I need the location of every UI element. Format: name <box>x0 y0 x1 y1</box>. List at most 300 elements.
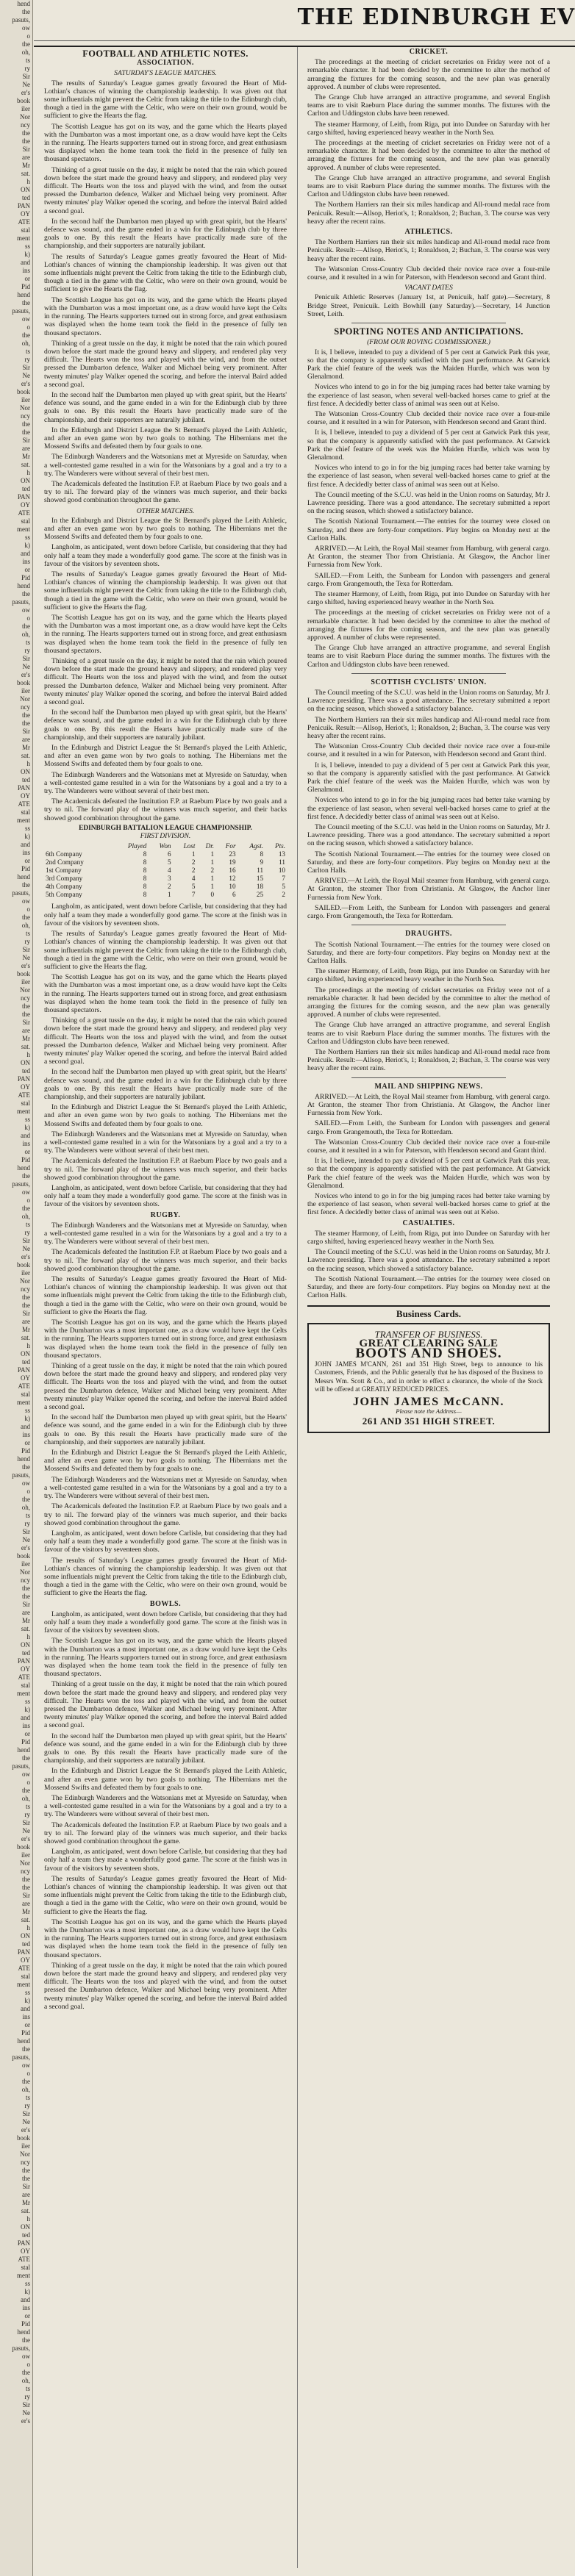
fragment-line: Pid <box>21 574 30 581</box>
section-title-athletics: ATHLETICS. <box>404 228 453 237</box>
fragment-line: ted <box>22 776 30 783</box>
fragment-line: h <box>26 1342 30 1349</box>
fragment-line: the <box>22 1302 30 1309</box>
fragment-line: ss <box>24 243 30 250</box>
fragment-line: ncy <box>21 412 30 420</box>
subhead-other-matches: OTHER MATCHES. <box>136 506 195 515</box>
article-paragraph: The results of Saturday's League games greatly favoured the Heart of Mid-Lothian's chances of winning the championship leadership. It was given out that some influentials might prevent the Celtic from taking the title to the Edinburgh club, though a tied in the game with the Celtic, who were on their own ground, would be sufficient to give the Hearts the flag. <box>44 1556 287 1598</box>
fragment-line: or <box>24 2312 30 2320</box>
fragment-line: OY <box>21 501 30 509</box>
article-paragraph: The Grange Club have arranged an attractive programme, and several English teams are to visit Raeburn Place during the summer months. The fixtures with the Carlton and Uddingston clubs have been renewed. <box>307 1021 550 1046</box>
fragment-line: Sir <box>22 1819 30 1826</box>
fragment-line: h <box>26 178 30 185</box>
fragment-line: iler <box>21 2142 30 2150</box>
fragment-line: ins <box>22 849 30 856</box>
fragment-line: OY <box>21 210 30 218</box>
article-paragraph: The Grange Club have arranged an attractive programme, and several English teams are to visit Raeburn Place during the summer months. The fixtures with the Carlton and Uddingston clubs have been renewed. <box>307 644 550 669</box>
fragment-line: Pid <box>21 283 30 290</box>
fragment-line: are <box>22 736 30 743</box>
league-table-body <box>44 850 287 899</box>
table-cell: 3 <box>167 875 171 883</box>
fragment-line: Sir <box>22 1237 30 1244</box>
fragment-line: ted <box>22 194 30 201</box>
table-cell: 11 <box>279 858 285 867</box>
fragment-line: Sir <box>22 1892 30 1899</box>
fragment-line: the <box>22 2336 30 2344</box>
fragment-line: pasuts, <box>12 1471 30 1479</box>
table-cell: 15 <box>256 875 264 883</box>
newspaper-title: THE EDINBURGH EV <box>297 4 575 30</box>
article-paragraph: The Scottish National Tournament.—The entries for the tourney were closed on Saturday, and there are forty-four competitors. Play begins on Monday next at the Carlton Halls. <box>307 1274 550 1300</box>
fragment-line: ss <box>24 1407 30 1414</box>
league-table-header: For <box>225 842 236 850</box>
article-paragraph: The Edinburgh Wanderers and the Watsonians met at Myreside on Saturday, when a well-contested game resulted in a win for the Watsonians by a goal and a try to a try. The Wanderers were without several of their best men. <box>44 453 287 478</box>
fragment-line: Pid <box>21 1447 30 1454</box>
article-paragraph: ARRIVED.—At Leith, the Royal Mail steamer from Hamburg, with general cargo. At Granton, the steamer Thor from Christiania. At Glasgow, the Anchor liner Furnessia from New York. <box>307 877 550 902</box>
article-paragraph: Langholm, as anticipated, went down before Carlisle, but considering that they had only half a team they made a wonderfully good game. The score at the finish was in favour of the visitors by seventeen shots. <box>44 1183 287 1209</box>
fragment-line: ment <box>17 525 30 533</box>
table-cell: 1 <box>210 875 215 883</box>
fragment-line: k) <box>24 1415 30 1422</box>
fragment-line: and <box>21 550 30 557</box>
fragment-line: ON <box>21 477 30 484</box>
table-cell: 1 <box>210 850 215 858</box>
fragment-line: ment <box>17 1108 30 1115</box>
fragment-line: are <box>22 1027 30 1034</box>
fragment-line: Sir <box>22 146 30 153</box>
fragment-line: the <box>22 914 30 921</box>
table-cell: 6 <box>167 850 171 858</box>
fragment-line: ted <box>22 1067 30 1074</box>
fragment-line: ATE <box>18 1091 30 1099</box>
fragment-line: ss <box>24 825 30 832</box>
fragment-line: h <box>26 1051 30 1058</box>
table-cell: 7 <box>282 875 285 883</box>
fragment-line: ins <box>22 1140 30 1147</box>
article-paragraph: Thinking of a great tussle on the day, it might be noted that the rain which poured down before the start made the ground heavy and slippery, and rendered play very difficult. The Hearts won the toss and played with the wind, and from the outset pressed the Dumbarton defence, Walker and Michael being very prominent. After twenty minutes' play Walker opened the scoring, and before the interval Baird added a second goal. <box>44 165 287 215</box>
article-paragraph: The Council meeting of the S.C.U. was held in the Union rooms on Saturday, Mr J. Lawrence presiding. There was a good attendance. The secretary submitted a report on the racing season, which showed a satisfactory balance. <box>307 1248 550 1273</box>
fragment-line: the <box>22 1205 30 1212</box>
fragment-line: ment <box>17 2272 30 2279</box>
article-continuation <box>44 903 287 1208</box>
fragment-line: the <box>22 1593 30 1600</box>
article-paragraph: The steamer Harmony, of Leith, from Riga, put into Dundee on Saturday with her cargo shifted, having experienced heavy weather in the North Sea. <box>307 1229 550 1246</box>
article-paragraph: The Academicals defeated the Institution F.P. at Raeburn Place by two goals and a try to nil. The forward play of the winners was much superior, and their backs showed good combination throughout the game. <box>44 479 287 505</box>
fragment-line: ON <box>21 1641 30 1648</box>
ad-body-text: JOHN JAMES M'CANN, 261 and 351 High Street, begs to announce to his Customers, Friends, and the Public generally that he has disposed of the Business to Messrs Wm. Scott & Co., and in order to effect a clearance, the whole of the Stock will be offered at GREATLY REDUCED PRICES. <box>315 1360 543 1393</box>
league-table-header <box>44 842 112 850</box>
fragment-line: ins <box>22 2304 30 2311</box>
fragment-line: pasuts, <box>12 2053 30 2061</box>
article-continuation <box>44 1275 287 1598</box>
fragment-line: Ne <box>22 1827 30 1834</box>
fragment-line: h <box>26 1924 30 1931</box>
fragment-line: sat. <box>21 752 30 759</box>
column-divider <box>297 47 298 2568</box>
fragment-line: ncy <box>21 1285 30 1293</box>
table-cell: 23 <box>229 850 236 858</box>
fragment-line: ins <box>22 1431 30 1438</box>
fragment-line: o <box>26 1779 30 1786</box>
fragment-line: the <box>22 590 30 598</box>
fragment-line: ry <box>24 2393 30 2400</box>
fragment-line: k) <box>24 542 30 549</box>
fragment-line: OY <box>21 1374 30 1382</box>
fragment-line: Mr <box>22 2199 30 2206</box>
fragment-line: Sir <box>22 437 30 444</box>
article-paragraph: The Watsonian Cross-Country Club decided their novice race over a four-mile course, and it resulted in a win for Paterson, with Henderson second and Grant third. <box>307 742 550 759</box>
fragment-line: the <box>22 881 30 889</box>
fragment-line: or <box>24 1148 30 1155</box>
fragment-line: Pid <box>21 2029 30 2037</box>
ad-address: 261 AND 351 HIGH STREET. <box>362 1416 496 1427</box>
article-paragraph: Novices who intend to go in for the big jumping races had better take warning by the experience of last season, when several well-backed horses came to grief at the first fence. A decidedly better class of animal was seen out at Kelso. <box>307 464 550 489</box>
fragment-line: ow <box>22 315 30 323</box>
table-cell: 8 <box>143 875 147 883</box>
fragment-line: o <box>26 905 30 913</box>
fragment-line: Pid <box>21 1156 30 1163</box>
fragment-line: iler <box>21 1851 30 1859</box>
fragment-line: ment <box>17 1399 30 1406</box>
fragment-line: oh, <box>21 631 30 638</box>
article-paragraph: In the second half the Dumbarton men played up with great spirit, but the Hearts' defence was sound, and the game ended in a win for the Edinburgh club by three goals to one. By this result the Hearts have practically made sure of the championship, and their supporters are naturally jubilant. <box>44 1732 287 1765</box>
fragment-line: and <box>21 1132 30 1139</box>
fragment-line: er's <box>21 962 30 969</box>
fragment-line: ts <box>25 1803 30 1810</box>
table-row <box>44 867 287 875</box>
fragment-line: the <box>22 1002 30 1010</box>
fragment-line: stal <box>21 2264 30 2271</box>
column-football <box>44 47 287 2561</box>
subhead-saturday-league: SATURDAY'S LEAGUE MATCHES. <box>114 69 217 78</box>
article-paragraph: The steamer Harmony, of Leith, from Riga, put into Dundee on Saturday with her cargo shifted, having experienced heavy weather in the North Sea. <box>307 967 550 984</box>
fragment-line: book <box>17 2134 30 2142</box>
fragment-line: ATE <box>18 1673 30 1681</box>
article-paragraph: Langholm, as anticipated, went down before Carlisle, but considering that they had only half a team they made a wonderfully good game. The score at the finish was in favour of the visitors by seventeen shots. <box>44 543 287 568</box>
article-paragraph: The Scottish National Tournament.—The entries for the tourney were closed on Saturday, and there are forty-four competitors. Play begins on Monday next at the Carlton Halls. <box>307 940 550 965</box>
fragment-line: Mr <box>22 1617 30 1624</box>
fragment-line: book <box>17 679 30 686</box>
article-paragraph: The Northern Harriers ran their six miles handicap and All-round medal race from Penicuik. Result:—Allsop, Heriot's, 1; Ronaldson, 2; Buchan, 3. The course was very heavy after the recent rains. <box>307 1047 550 1073</box>
article-paragraph: The Edinburgh Wanderers and the Watsonians met at Myreside on Saturday, when a well-contested game resulted in a win for the Watsonians by a goal and a try to a try. The Wanderers were without several of their best men. <box>44 1130 287 1155</box>
fragment-line: ss <box>24 1989 30 1996</box>
ad-address-note: Please note the Address— <box>396 1407 462 1416</box>
article-continuation <box>44 543 287 822</box>
fragment-line: the <box>22 40 30 48</box>
table-cell: 4th Company <box>46 883 82 891</box>
table-cell: 25 <box>256 891 264 899</box>
table-row <box>44 850 287 858</box>
fragment-line: book <box>17 1552 30 1560</box>
fragment-line: Sir <box>22 946 30 953</box>
table-cell: 8 <box>143 850 147 858</box>
fragment-line: oh, <box>21 1795 30 1802</box>
fragment-line: book <box>17 1261 30 1269</box>
fragment-line: oh, <box>21 2377 30 2384</box>
fragment-line: Sir <box>22 2110 30 2117</box>
article-paragraph: The Scottish League has got on its way, and the game which the Hearts played with the Dumbarton was a most important one, as a draw would have kept the Celts in the running. The Hearts supporters turned out in strong force, and great enthusiasm was displayed when the home team took the field in the presence of fully ten thousand spectators. <box>44 973 287 1014</box>
masthead <box>34 0 575 47</box>
fragment-line: ncy <box>21 1868 30 1875</box>
section-title-draughts: DRAUGHTS. <box>405 930 452 939</box>
article-paragraph: The Council meeting of the S.C.U. was held in the Union rooms on Saturday, Mr J. Lawrence presiding. There was a good attendance. The secretary submitted a report on the racing season, which showed a satisfactory balance. <box>307 689 550 714</box>
business-cards-heading: Business Cards. <box>307 1305 550 1318</box>
fragment-line: sat. <box>21 1334 30 1341</box>
fragment-line: ncy <box>21 1576 30 1584</box>
fragment-line: the <box>22 720 30 727</box>
article-paragraph: In the Edinburgh and District League the St Bernard's played the Leith Athletic, and after an even game won by two goals to nothing. The Hibernians met the Mossend Swifts and defeated them by four goals to one. <box>44 1767 287 1792</box>
fragment-line: oh, <box>21 1213 30 1220</box>
section-sub-association: ASSOCIATION. <box>137 59 194 68</box>
fragment-line: ow <box>22 897 30 905</box>
fragment-line: Sir <box>22 1019 30 1026</box>
fragment-line: ow <box>22 606 30 614</box>
fragment-line: the <box>22 137 30 145</box>
fragment-line: ins <box>22 558 30 565</box>
table-cell: 13 <box>278 850 285 858</box>
article-paragraph: In the second half the Dumbarton men played up with great spirit, but the Hearts' defence was sound, and the game ended in a win for the Edinburgh club by three goals to one. By this result the Hearts have practically made sure of the championship, and their supporters are naturally jubilant. <box>44 1068 287 1101</box>
fragment-line: ry <box>24 1811 30 1818</box>
article-paragraph: The Scottish League has got on its way, and the game which the Hearts played with the Dumbarton was a most important one, as a draw would have kept the Celts in the running. The Hearts supporters turned out in strong force, and great enthusiasm was displayed when the home team took the field in the presence of fully ten thousand spectators. <box>44 1637 287 1679</box>
article-paragraph: In the Edinburgh and District League the St Bernard's played the Leith Athletic, and after an even game won by two goals to nothing. The Hibernians met the Mossend Swifts and defeated them by four goals to one. <box>44 744 287 769</box>
table-cell: 2 <box>191 858 196 867</box>
section-sub-rugby: RUGBY. <box>150 1210 181 1219</box>
advertisement-box <box>307 1323 550 1433</box>
article-paragraph: It is, I believe, intended to pay a dividend of 5 per cent at Gatwick Park this year, so that the company is apparently satisfied with the past performance. At Gatwick Park the chief feature of the week was the Maiden Hurdle, which was won by Glenalmond. <box>307 428 550 462</box>
fragment-line: stal <box>21 808 30 816</box>
fragment-line: Ne <box>22 372 30 379</box>
fragment-line: ow <box>22 1770 30 1778</box>
fragment-line: ment <box>17 1981 30 1988</box>
fragment-line: PAN <box>17 1657 30 1665</box>
fragment-line: Ne <box>22 1245 30 1252</box>
fragment-line: the <box>22 129 30 137</box>
article-paragraph: In the Edinburgh and District League the St Bernard's played the Leith Athletic, and after an even game won by two goals to nothing. The Hibernians met the Mossend Swifts and defeated them by four goals to one. <box>44 1103 287 1128</box>
fragment-line: ted <box>22 1649 30 1657</box>
fragment-line: or <box>24 857 30 864</box>
fragment-line: Nor <box>20 1859 30 1867</box>
fragment-line: or <box>24 1730 30 1737</box>
fragment-line: Sir <box>22 2183 30 2190</box>
fragment-line: iler <box>21 105 30 112</box>
table-cell: 8 <box>143 867 147 875</box>
fragment-line: the <box>22 299 30 306</box>
article-paragraph: The results of Saturday's League games greatly favoured the Heart of Mid-Lothian's chances of winning the championship leadership. It was given out that some influentials might prevent the Celtic from taking the title to the Edinburgh club, though a tied in the game with the Celtic, who were on their own ground, would be sufficient to give the Hearts the flag. <box>44 1275 287 1316</box>
table-cell: 8 <box>143 883 147 891</box>
article-paragraph: Thinking of a great tussle on the day, it might be noted that the rain which poured down before the start made the ground heavy and slippery, and rendered play very difficult. The Hearts won the toss and played with the wind, and from the outset pressed the Dumbarton defence, Walker and Michael being very prominent. After twenty minutes' play Walker opened the scoring, and before the interval Baird added a second goal. <box>44 1961 287 2011</box>
article-paragraph: Langholm, as anticipated, went down before Carlisle, but considering that they had only half a team they made a wonderfully good game. The score at the finish was in favour of the visitors by seventeen shots. <box>44 1848 287 1873</box>
fragment-line: Nor <box>20 1277 30 1285</box>
fragment-line: ry <box>24 1229 30 1236</box>
fragment-line: the <box>22 2078 30 2085</box>
fragment-line: OY <box>21 1665 30 1673</box>
article-paragraph: The proceedings at the meeting of cricket secretaries on Friday were not of a remarkable character. It had been decided by the committee to alter the method of arranging the fixtures for the coming season, and the new plan was generally approved. A number of clubs were represented. <box>307 58 550 91</box>
fragment-line: PAN <box>17 2239 30 2247</box>
fragment-line: Sir <box>22 73 30 80</box>
fragment-line: and <box>21 2296 30 2303</box>
masthead-rule <box>34 40 575 41</box>
fragment-line: er's <box>21 2417 30 2425</box>
table-cell: 6th Company <box>46 850 82 858</box>
fragment-line: hend <box>17 873 30 880</box>
fragment-line: the <box>22 1294 30 1301</box>
fragment-line: are <box>22 2191 30 2198</box>
fragment-line: ted <box>22 485 30 492</box>
fragment-line: ATE <box>18 1382 30 1390</box>
article-paragraph: The Scottish League has got on its way, and the game which the Hearts played with the Dumbarton was a most important one, as a draw would have kept the Celts in the running. The Hearts supporters turned out in strong force, and great enthusiasm was displayed when the home team took the field in the presence of fully ten thousand spectators. <box>44 122 287 164</box>
section-rule <box>351 1077 506 1078</box>
fragment-line: ON <box>21 1059 30 1066</box>
article-paragraph: In the Edinburgh and District League the St Bernard's played the Leith Athletic, and after an even game won by two goals to nothing. The Hibernians met the Mossend Swifts and defeated them by four goals to one. <box>44 516 287 542</box>
fragment-line: the <box>22 1172 30 1180</box>
table-cell: 1 <box>191 850 196 858</box>
article-paragraph: The Edinburgh Wanderers and the Watsonians met at Myreside on Saturday, when a well-contested game resulted in a win for the Watsonians by a goal and a try to a try. The Wanderers were without several of their best men. <box>44 1475 287 1501</box>
table-cell: 0 <box>210 891 215 899</box>
fragment-line: ts <box>25 57 30 64</box>
fragment-line: ON <box>21 1350 30 1357</box>
section-title-sporting-notes: SPORTING NOTES AND ANTICIPATIONS. <box>334 326 524 337</box>
article-paragraph: The steamer Harmony, of Leith, from Riga, put into Dundee on Saturday with her cargo shifted, having experienced heavy weather in the North Sea. <box>307 120 550 137</box>
fragment-line: ATE <box>18 1965 30 1972</box>
fragment-line: PAN <box>17 784 30 792</box>
fragment-line: or <box>24 2021 30 2028</box>
fragment-line: oh, <box>21 49 30 56</box>
fragment-line: k) <box>24 1124 30 1131</box>
fragment-line: the <box>22 420 30 428</box>
fragment-line: ted <box>22 1940 30 1948</box>
fragment-line: ss <box>24 534 30 541</box>
league-table-header: Pts. <box>274 842 285 850</box>
league-table-header: Played <box>127 842 147 850</box>
table-cell: 2 <box>167 883 171 891</box>
fragment-line: ow <box>22 1188 30 1196</box>
fragment-line: the <box>22 1585 30 1592</box>
table-cell: 9 <box>260 858 264 867</box>
fragment-line: ts <box>25 2385 30 2392</box>
fragment-line: the <box>22 1011 30 1018</box>
table-row <box>44 883 287 891</box>
article-paragraph: The Academicals defeated the Institution F.P. at Raeburn Place by two goals and a try to nil. The forward play of the winners was much superior, and their backs showed good combination throughout the game. <box>44 797 287 822</box>
ad-clearing-sale: GREAT CLEARING SALE <box>359 1337 499 1349</box>
fragment-line: stal <box>21 1099 30 1107</box>
article-continuation <box>307 1138 550 1217</box>
fragment-line: ATE <box>18 218 30 226</box>
fragment-line: hend <box>17 1455 30 1463</box>
fragment-line: Mr <box>22 1326 30 1333</box>
table-cell: 19 <box>229 858 236 867</box>
fragment-line: Sir <box>22 655 30 662</box>
fragment-line: k) <box>24 1706 30 1713</box>
subhead-vacant-dates: VACANT DATES <box>404 284 453 293</box>
article-paragraph: The steamer Harmony, of Leith, from Riga, put into Dundee on Saturday with her cargo shifted, having experienced heavy weather in the North Sea. <box>307 589 550 607</box>
fragment-line: ow <box>22 1479 30 1487</box>
article-paragraph: The Academicals defeated the Institution F.P. at Raeburn Place by two goals and a try to nil. The forward play of the winners was much superior, and their backs showed good combination throughout the game. <box>44 1502 287 1527</box>
article-paragraph: The results of Saturday's League games greatly favoured the Heart of Mid-Lothian's chances of winning the championship leadership. It was given out that some influentials might prevent the Celtic from taking the title to the Edinburgh club, though a tied in the game with the Celtic, who were on their own ground, would be sufficient to give the Hearts the flag. <box>44 930 287 971</box>
article-paragraph: The proceedings at the meeting of cricket secretaries on Friday were not of a remarkable character. It had been decided by the committee to alter the method of arranging the fixtures for the coming season, and the new plan was generally approved. A number of clubs were represented. <box>307 139 550 172</box>
fragment-line: Nor <box>20 113 30 121</box>
fragment-line: ss <box>24 1698 30 1705</box>
table-cell: 7 <box>191 891 196 899</box>
article-paragraph: The Watsonian Cross-Country Club decided their novice race over a four-mile course, and it resulted in a win for Paterson, with Henderson second and Grant third. <box>307 265 550 282</box>
fragment-line: the <box>22 623 30 630</box>
fragment-line: the <box>22 8 30 15</box>
fragment-line: er's <box>21 2126 30 2134</box>
fragment-line: stal <box>21 1391 30 1398</box>
table-cell: 2nd Company <box>46 858 84 867</box>
article-continuation <box>307 410 550 669</box>
table-cell: 2 <box>210 867 215 875</box>
fragment-line: are <box>22 1900 30 1907</box>
fragment-line: ry <box>24 647 30 654</box>
article-paragraph: In the Edinburgh and District League the St Bernard's played the Leith Athletic, and after an even game won by two goals to nothing. The Hibernians met the Mossend Swifts and defeated them by four goals to one. <box>44 426 287 451</box>
fragment-line: k) <box>24 2288 30 2295</box>
fragment-line: are <box>22 1318 30 1325</box>
fragment-line: stal <box>21 1973 30 1980</box>
fragment-line: iler <box>21 687 30 695</box>
fragment-line: Pid <box>21 2320 30 2328</box>
fragment-line: Sir <box>22 2401 30 2408</box>
table-cell: 1 <box>210 858 215 867</box>
article-paragraph: In the second half the Dumbarton men played up with great spirit, but the Hearts' defence was sound, and the game ended in a win for the Edinburgh club by three goals to one. By this result the Hearts have practically made sure of the championship, and their supporters are naturally jubilant. <box>44 217 287 251</box>
article-paragraph: The proceedings at the meeting of cricket secretaries on Friday were not of a remarkable character. It had been decided by the committee to alter the method of arranging the fixtures for the coming season, and the new plan was generally approved. A number of clubs were represented. <box>307 609 550 642</box>
fragment-line: er's <box>21 380 30 387</box>
fragment-line: the <box>22 711 30 719</box>
fragment-line: hend <box>17 2328 30 2336</box>
fragment-line: stal <box>21 517 30 525</box>
fragment-line: iler <box>21 1560 30 1568</box>
league-table-header: Won <box>159 842 171 850</box>
article-paragraph: In the second half the Dumbarton men played up with great spirit, but the Hearts' defence was sound, and the game ended in a win for the Edinburgh club by three goals to one. By this result the Hearts have practically made sure of the championship, and their supporters are naturally jubilant. <box>44 708 287 742</box>
fragment-line: PAN <box>17 1366 30 1374</box>
article-paragraph: The Northern Harriers ran their six miles handicap and All-round medal race from Penicuik. Result:—Allsop, Heriot's, 1; Ronaldson, 2; Buchan, 3. The course was very heavy after the recent rains. <box>307 238 550 263</box>
fragment-line: k) <box>24 833 30 840</box>
table-cell: 5 <box>191 883 196 891</box>
table-cell: 10 <box>229 883 236 891</box>
fragment-line: are <box>22 445 30 452</box>
table-row <box>44 858 287 867</box>
fragment-line: ted <box>22 2231 30 2239</box>
fragment-line: ts <box>25 1512 30 1519</box>
fragment-line: and <box>21 841 30 848</box>
sporting-byline: (FROM OUR ROVING COMMISSIONER.) <box>367 338 490 347</box>
article-paragraph: Thinking of a great tussle on the day, it might be noted that the rain which poured down before the start made the ground heavy and slippery, and rendered play very difficult. The Hearts won the toss and played with the wind, and from the outset pressed the Dumbarton defence, Walker and Michael being very prominent. After twenty minutes' play Walker opened the scoring, and before the interval Baird added a second goal. <box>44 1680 287 1730</box>
section-title-casualties: CASUALTIES. <box>402 1219 455 1227</box>
article-paragraph: Novices who intend to go in for the big jumping races had better take warning by the experience of last season, when several well-backed horses came to grief at the first fence. A decidedly better class of animal was seen out at Kelso. <box>307 1191 550 1217</box>
table-cell: 1 <box>167 891 171 899</box>
league-table-title: EDINBURGH BATTALION LEAGUE CHAMPIONSHIP. <box>79 824 252 832</box>
fragment-line: ts <box>25 348 30 355</box>
fragment-line: ncy <box>21 994 30 1002</box>
fragment-line: ins <box>22 1722 30 1729</box>
article-paragraph: Thinking of a great tussle on the day, it might be noted that the rain which poured down before the start made the ground heavy and slippery, and rendered play very difficult. The Hearts won the toss and played with the wind, and from the outset pressed the Dumbarton defence, Walker and Michael being very prominent. After twenty minutes' play Walker opened the scoring, and before the interval Baird added a second goal. <box>44 1016 287 1066</box>
fragment-line: ss <box>24 2280 30 2287</box>
fragment-line: oh, <box>21 340 30 347</box>
article-paragraph: It is, I believe, intended to pay a dividend of 5 per cent at Gatwick Park this year, so that the company is apparently satisfied with the past performance. At Gatwick Park the chief feature of the week was the Maiden Hurdle, which was won by Glenalmond. <box>307 348 550 381</box>
table-cell: 8 <box>143 891 147 899</box>
article-paragraph: SAILED.—From Leith, the Sunbeam for London with passengers and general cargo. From Grangemouth, the Texa for Rotterdam. <box>307 903 550 921</box>
fragment-line: the <box>22 2369 30 2376</box>
fragment-line: o <box>26 2070 30 2077</box>
fragment-line: Mr <box>22 1035 30 1042</box>
section-title-cricket: CRICKET. <box>409 48 449 56</box>
fragment-line: hend <box>17 291 30 298</box>
fragment-line: hend <box>17 582 30 589</box>
previous-page-column-fragment <box>0 0 33 2576</box>
fragment-line: pasuts, <box>12 307 30 315</box>
article-paragraph: Thinking of a great tussle on the day, it might be noted that the rain which poured down before the start made the ground heavy and slippery, and rendered play very difficult. The Hearts won the toss and played with the wind, and from the outset pressed the Dumbarton defence, Walker and Michael being very prominent. After twenty minutes' play Walker opened the scoring, and before the interval Baird added a second goal. <box>44 657 287 707</box>
fragment-line: PAN <box>17 1075 30 1083</box>
fragment-line: Sir <box>22 1528 30 1535</box>
